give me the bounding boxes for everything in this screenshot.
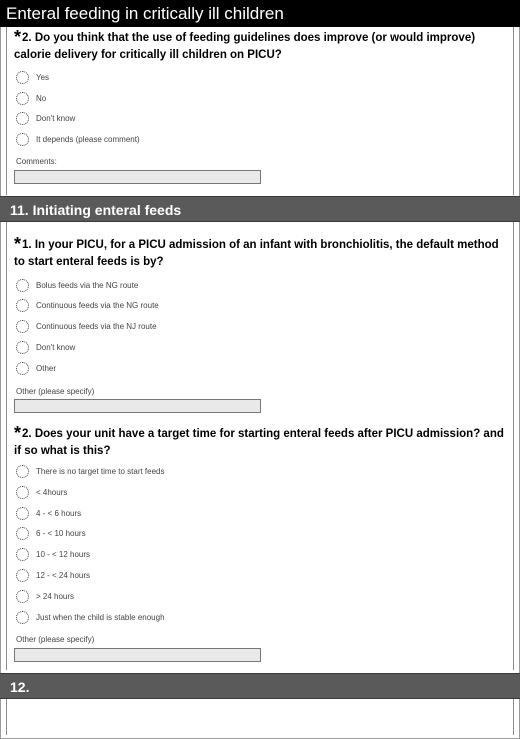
page-12-panel <box>6 699 514 735</box>
comments-label: Comments: <box>16 157 57 166</box>
asterisk-icon: * <box>14 27 22 47</box>
question-number: 2. <box>22 32 32 44</box>
option-dont-know[interactable] <box>16 339 75 355</box>
option-label: Don't know <box>36 113 76 123</box>
radio-button-icon[interactable] <box>16 548 29 561</box>
asterisk-icon: * <box>14 423 22 443</box>
option-label: Yes <box>36 72 50 82</box>
option-no-target[interactable] <box>16 463 165 479</box>
option-label: 4 - < 6 hours <box>36 508 82 518</box>
option-label: It depends (please comment) <box>36 134 140 144</box>
radio-button-icon[interactable] <box>16 112 29 125</box>
radio-button-icon[interactable] <box>16 486 29 499</box>
option-6-10-hours[interactable] <box>16 525 86 541</box>
option-lt-4-hours[interactable] <box>16 484 67 500</box>
radio-button-icon[interactable] <box>16 590 29 603</box>
option-yes[interactable] <box>16 69 49 85</box>
option-dont-know[interactable] <box>16 110 75 126</box>
question-text: In your PICU, for a PICU admission of an infant with bronchiolitis, the default method to start enteral feeds is by? <box>14 239 499 268</box>
radio-button-icon[interactable] <box>16 362 29 375</box>
option-label: Continuous feeds via the NG route <box>36 300 159 310</box>
radio-button-icon[interactable] <box>16 569 29 582</box>
radio-button-icon[interactable] <box>16 92 29 105</box>
section-header-11: 11. Initiating enteral feeds <box>0 196 520 222</box>
radio-button-icon[interactable] <box>16 527 29 540</box>
option-when-stable[interactable] <box>16 609 165 625</box>
question-11-1 <box>14 236 504 271</box>
option-no[interactable] <box>16 90 46 106</box>
question-text: Does your unit have a target time for starting enteral feeds after PICU admission? and if so what is this? <box>14 428 504 457</box>
option-label: Just when the child is stable enough <box>36 612 165 622</box>
radio-button-icon[interactable] <box>16 71 29 84</box>
radio-button-icon[interactable] <box>16 320 29 333</box>
option-label: There is no target time to start feeds <box>36 466 165 476</box>
question-number: 1. <box>22 239 32 251</box>
radio-button-icon[interactable] <box>16 341 29 354</box>
option-label: 12 - < 24 hours <box>36 570 91 580</box>
other-label: Other (please specify) <box>16 387 95 396</box>
option-label: Bolus feeds via the NG route <box>36 280 139 290</box>
question-number: 2. <box>22 428 32 440</box>
option-other[interactable] <box>16 360 56 376</box>
option-continuous-nj[interactable] <box>16 318 157 334</box>
question-10-2 <box>14 29 504 64</box>
option-label: > 24 hours <box>36 591 75 601</box>
option-continuous-ng[interactable] <box>16 297 159 313</box>
comments-input[interactable] <box>14 170 261 184</box>
option-it-depends[interactable] <box>16 131 140 147</box>
option-12-24-hours[interactable] <box>16 567 90 583</box>
radio-button-icon[interactable] <box>16 465 29 478</box>
option-label: Continuous feeds via the NJ route <box>36 321 157 331</box>
radio-button-icon[interactable] <box>16 133 29 146</box>
option-gt-24-hours[interactable] <box>16 588 74 604</box>
option-4-6-hours[interactable] <box>16 505 81 521</box>
option-label: Don't know <box>36 342 76 352</box>
survey-title: Enteral feeding in critically ill children <box>0 0 520 27</box>
option-bolus-ng[interactable] <box>16 277 138 293</box>
section-header-12: 12. <box>0 673 520 699</box>
option-label: 6 - < 10 hours <box>36 528 86 538</box>
option-label: < 4hours <box>36 487 68 497</box>
radio-button-icon[interactable] <box>16 507 29 520</box>
radio-button-icon[interactable] <box>16 611 29 624</box>
other-label: Other (please specify) <box>16 635 95 644</box>
radio-button-icon[interactable] <box>16 299 29 312</box>
other-input[interactable] <box>14 648 261 662</box>
asterisk-icon: * <box>14 234 22 254</box>
question-11-2 <box>14 425 504 460</box>
option-label: 10 - < 12 hours <box>36 549 91 559</box>
option-label: No <box>36 93 47 103</box>
radio-button-icon[interactable] <box>16 279 29 292</box>
option-10-12-hours[interactable] <box>16 546 90 562</box>
other-input[interactable] <box>14 399 261 413</box>
option-label: Other <box>36 363 57 373</box>
question-text: Do you think that the use of feeding guidelines does improve (or would improve) calorie delivery for critically ill children on PICU? <box>14 32 476 61</box>
